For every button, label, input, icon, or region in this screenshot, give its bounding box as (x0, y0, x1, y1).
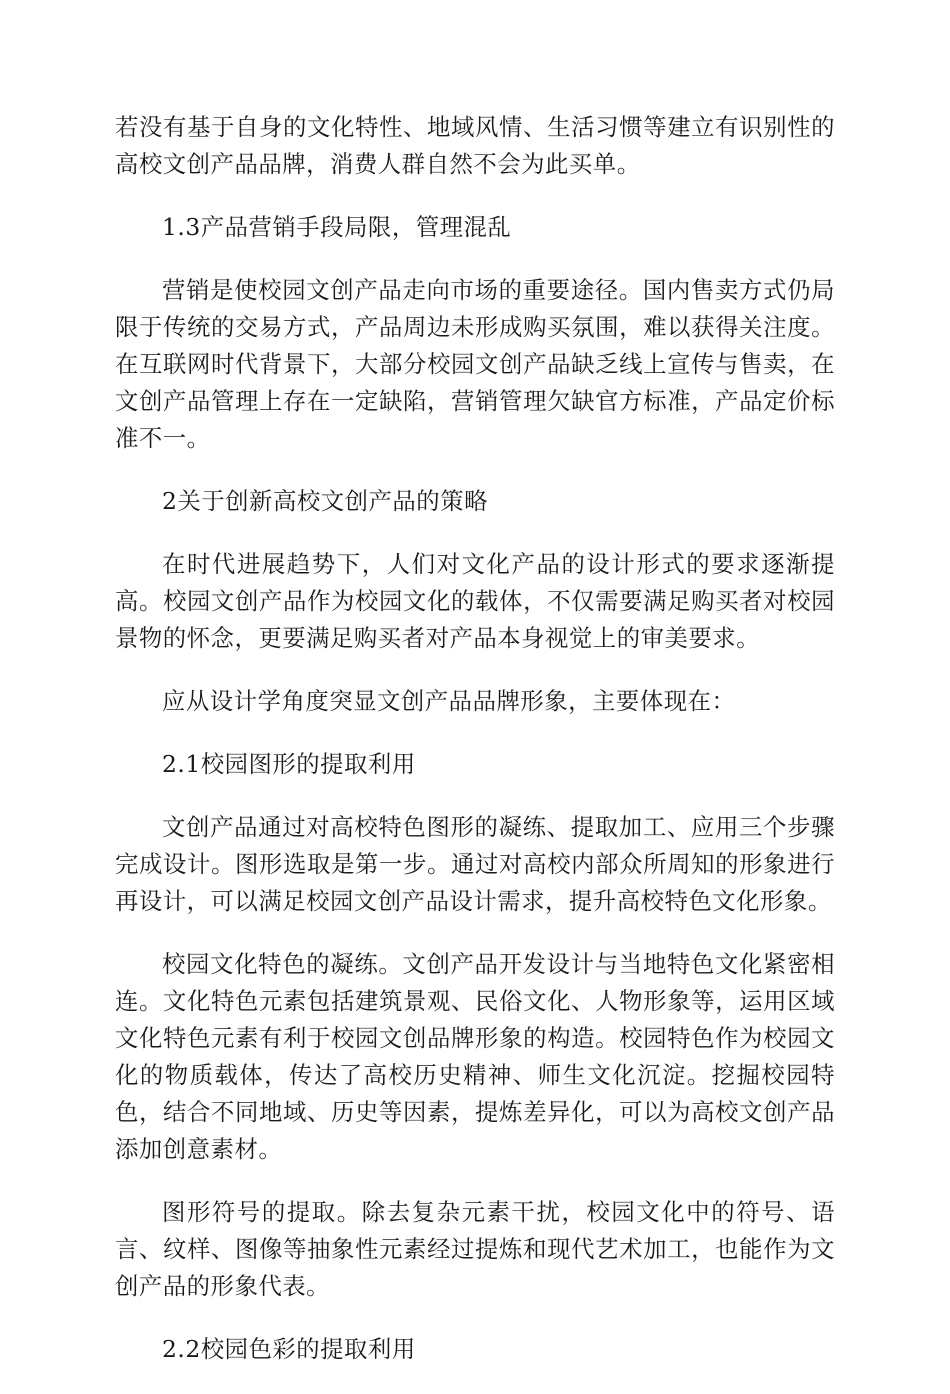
section-heading-2: 2关于创新高校文创产品的策略 (162, 487, 488, 515)
paragraph-marketing: 营销是使校园文创产品走向市场的重要途径。国内售卖方式仍局限于传统的交易方式，产品周边未形成购买氛围，难以获得关注度。在互联网时代背景下，大部分校园文创产品缺乏线上宣传与售卖，在文创产品管理上存在一定缺陷，营销管理欠缺官方标准，产品定价标准不一。 (115, 276, 835, 452)
paragraph-trend: 在时代进展趋势下，人们对文化产品的设计形式的要求逐渐提高。校园文创产品作为校园文化的载体，不仅需要满足购买者对校园景物的怀念，更要满足购买者对产品本身视觉上的审美要求。 (115, 550, 835, 652)
paragraph-campus-culture: 校园文化特色的凝练。文创产品开发设计与当地特色文化紧密相连。文化特色元素包括建筑景观、民俗文化、人物形象等，运用区域文化特色元素有利于校园文创品牌形象的构造。校园特色作为校园文化的物质载体，传达了高校历史精神、师生文化沉淀。挖掘校园特色，结合不同地域、历史等因素，提炼差异化，可以为高校文创产品添加创意素材。 (115, 950, 835, 1163)
paragraph-intro-continuation: 若没有基于自身的文化特性、地域风情、生活习惯等建立有识别性的高校文创产品品牌，消费人群自然不会为此买单。 (115, 113, 835, 178)
paragraph-symbol-extraction: 图形符号的提取。除去复杂元素干扰，校园文化中的符号、语言、纹样、图像等抽象性元素经过提炼和现代艺术加工，也能作为文创产品的形象代表。 (115, 1198, 835, 1300)
paragraph-graphics-steps: 文创产品通过对高校特色图形的凝练、提取加工、应用三个步骤完成设计。图形选取是第一步。通过对高校内部众所周知的形象进行再设计，可以满足校园文创产品设计需求，提升高校特色文化形象。 (115, 813, 835, 915)
section-heading-1-3: 1.3产品营销手段局限，管理混乱 (162, 213, 512, 241)
document-body (115, 109, 835, 1394)
section-heading-2-1: 2.1校园图形的提取利用 (162, 750, 416, 778)
paragraph-design-angle: 应从设计学角度突显文创产品品牌形象，主要体现在： (162, 687, 736, 715)
section-heading-2-2: 2.2校园色彩的提取利用 (162, 1335, 416, 1363)
